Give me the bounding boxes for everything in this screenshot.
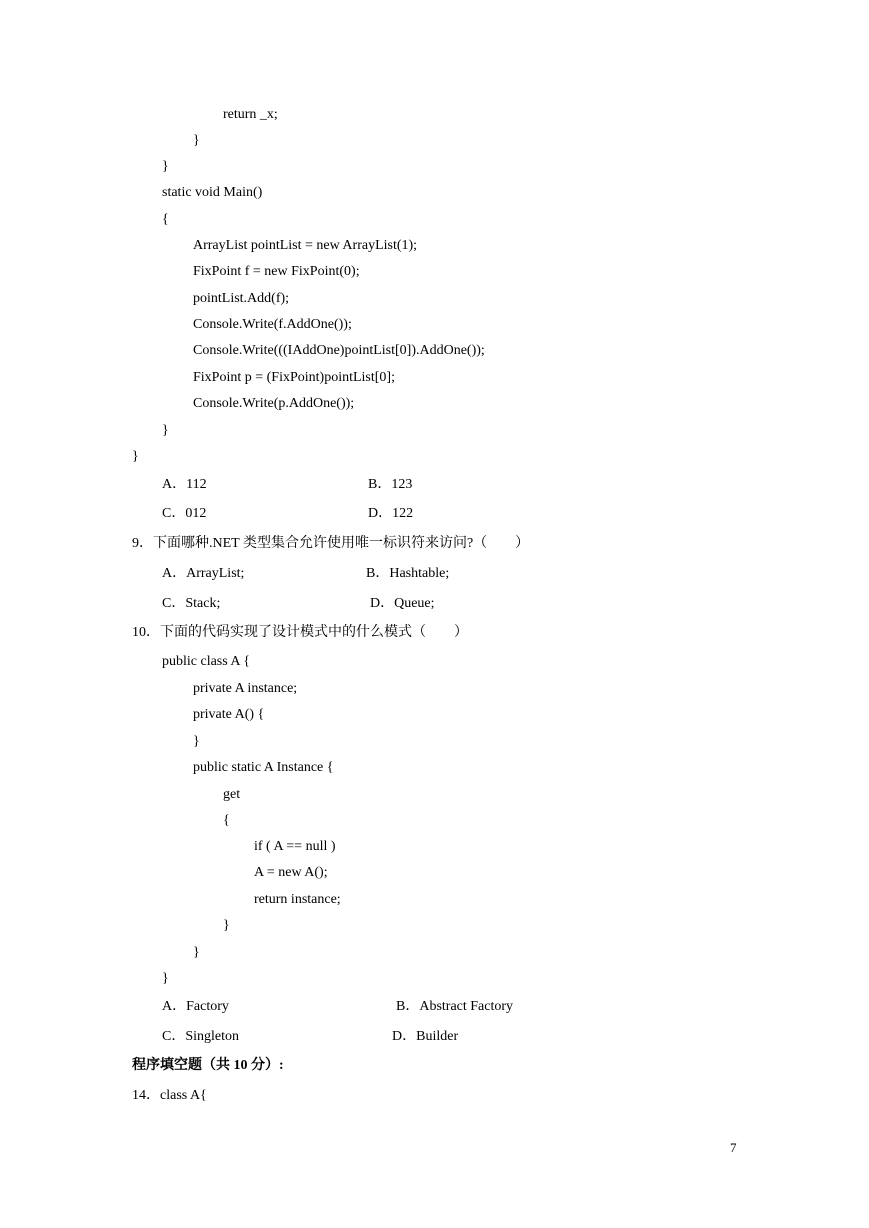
code-line: if ( A == null ) (254, 839, 336, 854)
page-number: 7 (730, 1140, 737, 1155)
code-line: public static A Instance { (193, 760, 334, 775)
code-line: } (162, 423, 169, 438)
code-line: { (223, 813, 230, 828)
question-14: 14．class A{ (132, 1088, 207, 1103)
code-line: pointList.Add(f); (193, 291, 290, 306)
code-line: } (193, 734, 200, 749)
option-d: D．122 (368, 506, 414, 521)
code-line: private A() { (193, 707, 265, 722)
section-title: 程序填空题（共 10 分）: (132, 1058, 284, 1073)
option-b: B．Hashtable; (366, 566, 450, 581)
option-b: B．123 (368, 477, 413, 492)
code-line: { (162, 212, 169, 227)
code-line: FixPoint f = new FixPoint(0); (193, 264, 360, 279)
code-line: A = new A(); (254, 865, 328, 880)
option-d: D．Queue; (370, 596, 435, 611)
code-line: get (223, 787, 241, 802)
code-line: return instance; (254, 892, 341, 907)
code-line: } (193, 945, 200, 960)
code-line: Console.Write(p.AddOne()); (193, 396, 355, 411)
option-c: C．Singleton (162, 1029, 240, 1044)
code-line: } (193, 133, 200, 148)
code-line: public class A { (162, 654, 250, 669)
code-line: } (162, 971, 169, 986)
code-line: } (223, 918, 230, 933)
option-a: A．ArrayList; (162, 566, 245, 581)
code-line: Console.Write(f.AddOne()); (193, 317, 352, 332)
code-line: static void Main() (162, 185, 263, 200)
option-b: B．Abstract Factory (396, 999, 514, 1014)
option-c: C．Stack; (162, 596, 221, 611)
code-line: } (162, 159, 169, 174)
code-line: ArrayList pointList = new ArrayList(1); (193, 238, 418, 253)
code-line: Console.Write(((IAddOne)pointList[0]).AddOne()); (193, 343, 485, 358)
code-line: private A instance; (193, 681, 298, 696)
question-10: 10．下面的代码实现了设计模式中的什么模式（ ） (132, 625, 468, 640)
code-line: return _x; (223, 107, 278, 122)
code-line: FixPoint p = (FixPoint)pointList[0]; (193, 370, 395, 385)
option-a: A．112 (162, 477, 207, 492)
code-line: } (132, 449, 139, 464)
option-d: D．Builder (392, 1029, 459, 1044)
option-c: C．012 (162, 506, 207, 521)
question-9: 9．下面哪种.NET 类型集合允许使用唯一标识符来访问?（ ） (132, 536, 530, 551)
option-a: A．Factory (162, 999, 229, 1014)
